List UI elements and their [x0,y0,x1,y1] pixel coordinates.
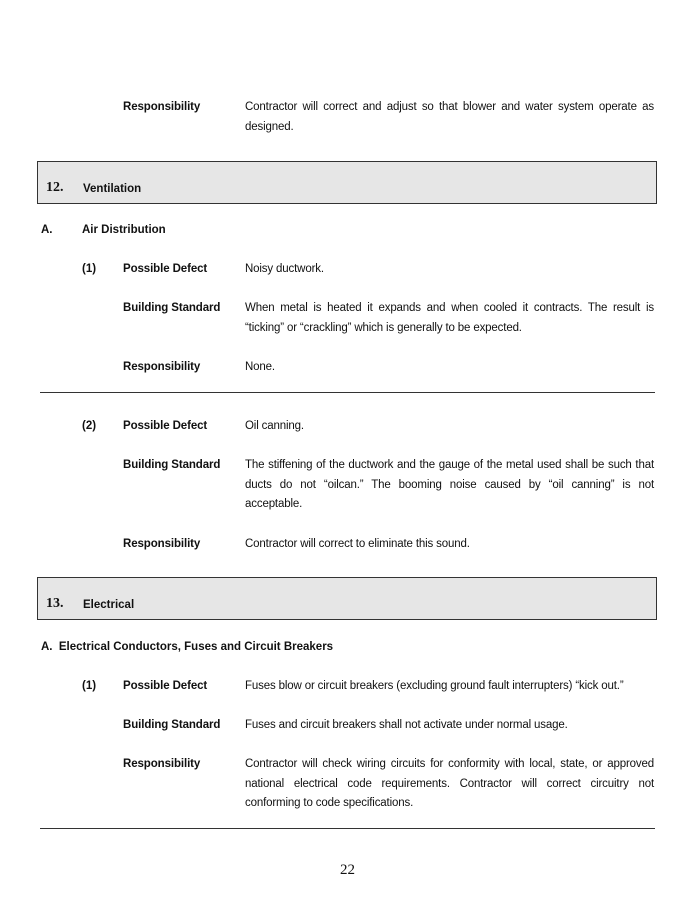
responsibility-text: Contractor will correct and adjust so that blower and water system operate as designed. [245,101,654,133]
section-13-heading [37,577,657,620]
subsection-title: A. Electrical Conductors, Fuses and Circuit Breakers [41,641,334,653]
possible-defect-text: Fuses blow or circuit breakers (excluding ground fault interrupters) “kick out.” [245,680,624,692]
building-standard-label: Building Standard [123,719,221,731]
responsibility-label: Responsibility [123,538,201,550]
responsibility-label: Responsibility [123,361,201,373]
item-number: (1) [82,680,97,692]
responsibility-label: Responsibility [123,101,201,113]
section-number: 13. [46,596,64,611]
item-number: (1) [82,263,97,275]
section-title: Ventilation [83,183,142,195]
building-standard-label: Building Standard [123,302,221,314]
possible-defect-label: Possible Defect [123,420,208,432]
section-number: 12. [46,180,64,195]
section-12-heading [37,161,657,204]
subsection-title: Air Distribution [82,224,166,236]
responsibility-text: Contractor will check wiring circuits for conformity with local, state, or approved national electrical code requirements. Contractor will correct circuitry not conforming to code specifications. [245,758,654,809]
responsibility-text: Contractor will correct to eliminate this sound. [245,538,470,550]
building-standard-text: When metal is heated it expands and when cooled it contracts. The result is “ticking” or “crackling” which is generally to be expected. [245,302,654,334]
building-standard-label: Building Standard [123,459,221,471]
responsibility-label: Responsibility [123,758,201,770]
responsibility-text: None. [245,361,275,373]
subsection-letter: A. [41,224,53,236]
building-standard-text: The stiffening of the ductwork and the gauge of the metal used shall be such that ducts do not “oilcan.” The booming noise caused by “oil canning” is not acceptable. [245,459,654,510]
possible-defect-text: Oil canning. [245,420,304,432]
possible-defect-text: Noisy ductwork. [245,263,324,275]
page-number: 22 [340,862,355,878]
building-standard-text: Fuses and circuit breakers shall not activate under normal usage. [245,719,568,731]
possible-defect-label: Possible Defect [123,263,208,275]
possible-defect-label: Possible Defect [123,680,208,692]
item-number: (2) [82,420,97,432]
divider [40,828,655,829]
section-title: Electrical [83,599,135,611]
divider [40,392,655,393]
